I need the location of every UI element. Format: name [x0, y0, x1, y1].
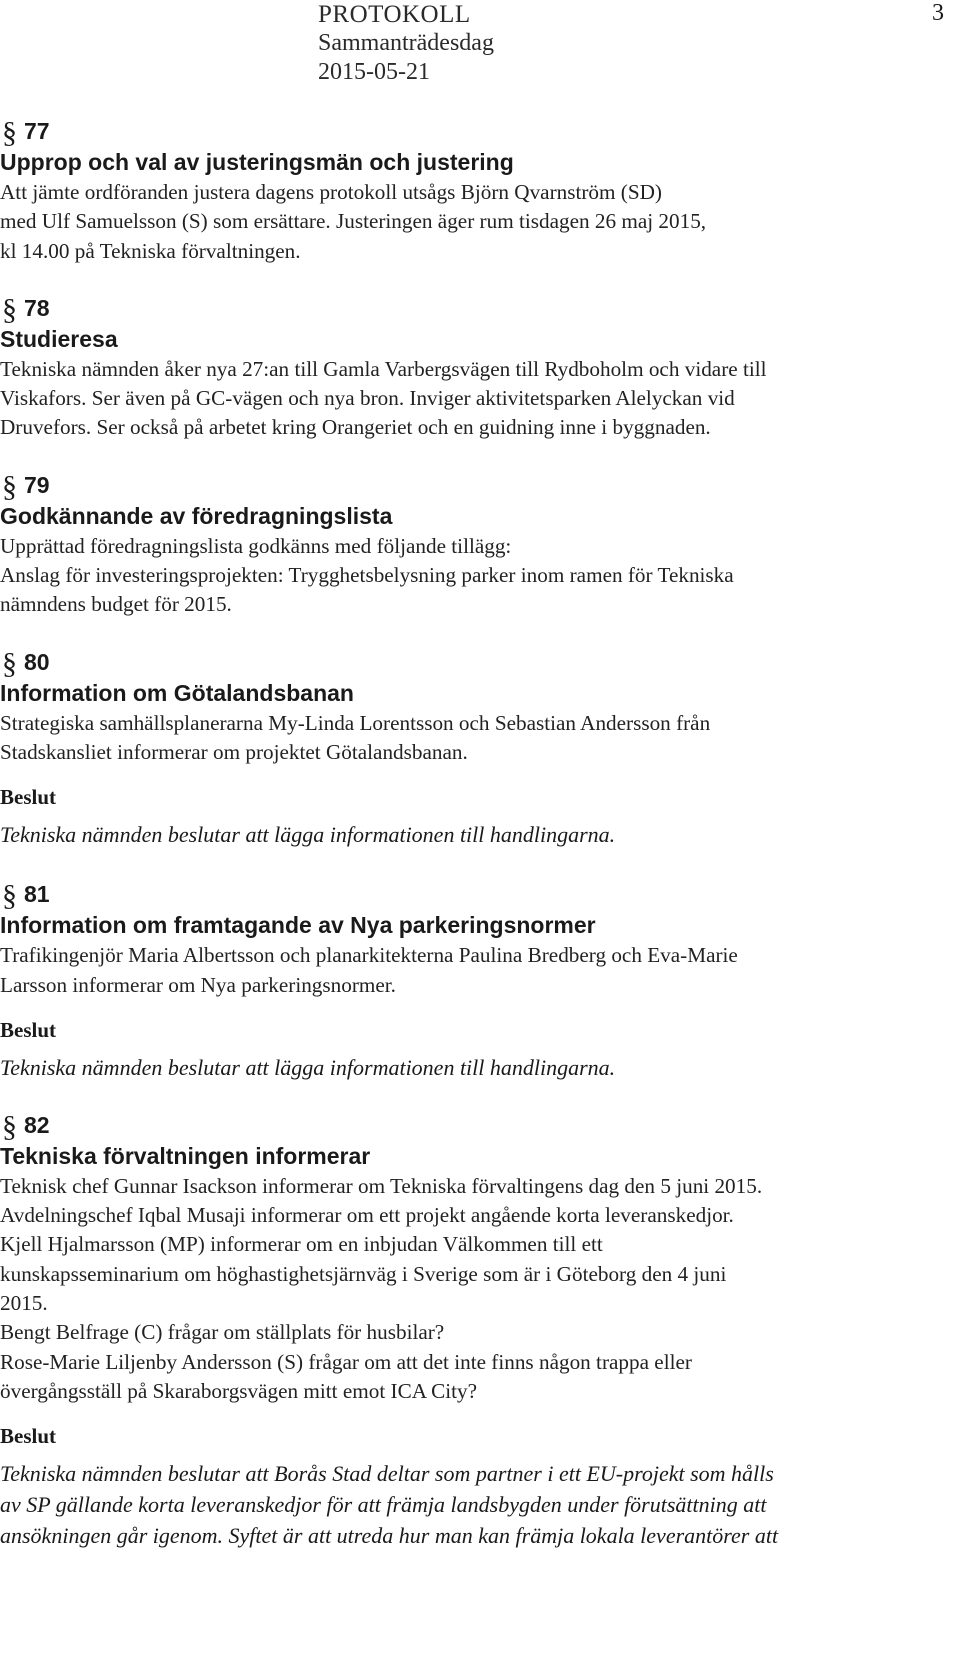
section-text: Tekniska nämnden åker nya 27:an till Gamla Varbergsvägen till Rydboholm och vidare till Viskafors. Ser även på GC-vägen och nya bron. Inviger aktivitetsparken Alelyckan vid Druvefors. Ser också på arbetet kring Orangeriet och en guidning inne i byggnaden. [0, 356, 767, 440]
section-82 [0, 1109, 950, 1551]
section-text: Att jämte ordföranden justera dagens protokoll utsågs Björn Qvarnström (SD) med Ulf Samuelsson (S) som ersättare. Justeringen äger rum tisdagen 26 maj 2015, kl 14.00 på Tekniska förvaltningen. [0, 180, 707, 263]
beslut-label: Beslut [0, 1424, 57, 1449]
section-title: Tekniska förvaltningen informerar [0, 1142, 371, 1169]
section-number-value: 77 [24, 118, 50, 144]
section-number [0, 469, 950, 503]
section-number [0, 118, 950, 148]
section-text: Trafikingenjör Maria Albertsson och planarkitekterna Paulina Bredberg och Eva-Marie Larsson informerar om Nya parkeringsnormer. [0, 943, 738, 997]
document-header [318, 0, 578, 87]
section-title: Information om framtagande av Nya parkeringsnormer [0, 912, 596, 939]
section-number-value: 82 [24, 1111, 50, 1138]
section-80 [0, 646, 950, 851]
section-text: Upprättad föredragningslista godkänns med följande tillägg: Anslag för investeringsprojekten: Trygghetsbelysning parker inom ramen för Tekniska nämndens budget för 2015. [0, 533, 734, 617]
section-number [0, 292, 950, 326]
section-number-value: 78 [24, 294, 50, 321]
section-text: Teknisk chef Gunnar Isackson informerar om Tekniska förvaltingens dag den 5 juni 2015. Avdelningschef Iqbal Musaji informerar om ett projekt angående korta leveranskedjor. Kjell Hjalmarsson (MP) informerar om en inbjudan Välkommen till ett kunskapsseminarium om höghastighetsjärnväg i Sverige som är i Göteborg den 4 juni 2015. Bengt Belfrage (C) frågar om ställplats för husbilar? Rose-Marie Liljenby Andersson (S) frågar om att det inte finns någon trappa eller övergångsställ på Skaraborgsvägen mitt emot ICA City? [0, 1173, 763, 1403]
section-title: Godkännande av föredragningslista [0, 502, 393, 529]
section-symbol: § [2, 116, 17, 149]
header-subtitle: Sammanträdesdag [318, 30, 494, 56]
beslut-label: Beslut [0, 1017, 57, 1042]
beslut-text: Tekniska nämnden beslutar att Borås Stad deltar som partner i ett EU-projekt som hålls av SP gällande korta leveranskedjor för att främja landsbygden under förutsättning att ansökningen går igenom. Syftet är att utreda hur man kan främja lokala leverantörer att [0, 1461, 779, 1549]
section-symbol: § [2, 879, 17, 913]
section-81 [0, 881, 950, 1083]
page-number: 3 [932, 0, 944, 26]
section-number [0, 1109, 950, 1143]
beslut-label: Beslut [0, 785, 57, 810]
section-symbol: § [2, 469, 17, 503]
section-title: Upprop och val av justeringsmän och justering [0, 149, 514, 175]
section-number [0, 881, 950, 911]
section-number-value: 81 [24, 881, 50, 908]
section-symbol: § [2, 292, 17, 326]
document-body [0, 118, 950, 1551]
section-79 [0, 469, 950, 620]
section-text: Strategiska samhällsplanerarna My-Linda Lorentsson och Sebastian Andersson från Stadskansliet informerar om projektet Götalandsbanan. [0, 710, 711, 764]
section-77 [0, 118, 950, 266]
section-number [0, 646, 950, 680]
section-number-value: 80 [24, 648, 50, 675]
section-title: Information om Götalandsbanan [0, 679, 354, 706]
beslut-text: Tekniska nämnden beslutar att lägga informationen till handlingarna. [0, 1054, 616, 1080]
section-symbol: § [2, 1109, 17, 1143]
section-78 [0, 292, 950, 443]
header-date: 2015-05-21 [318, 59, 430, 85]
section-number-value: 79 [24, 471, 50, 498]
beslut-text: Tekniska nämnden beslutar att lägga informationen till handlingarna. [0, 822, 616, 848]
section-symbol: § [2, 646, 17, 680]
header-title: PROTOKOLL [318, 1, 471, 28]
section-title: Studieresa [0, 325, 118, 352]
